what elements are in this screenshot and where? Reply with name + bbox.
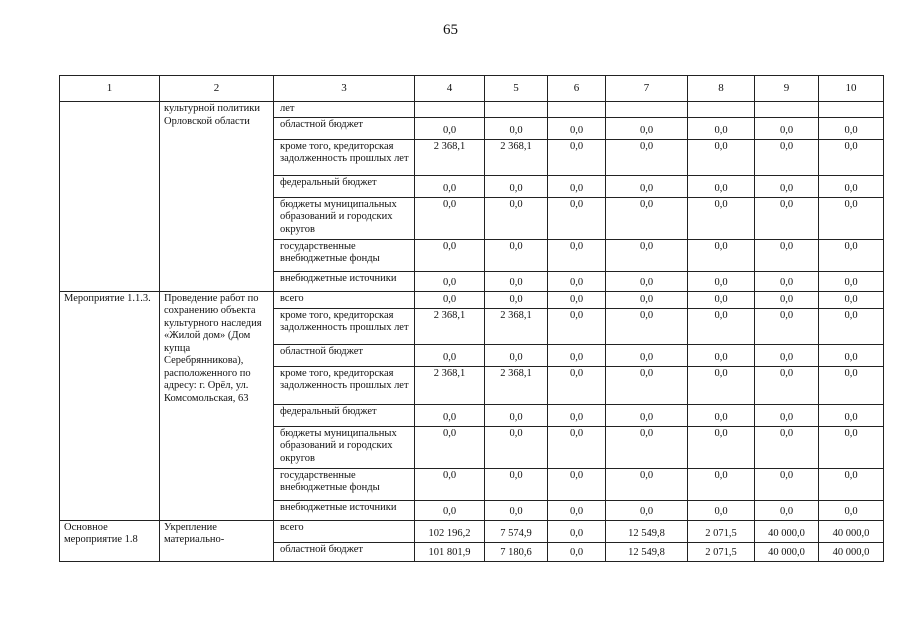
amount-cell: 0,0	[415, 291, 485, 308]
amount-cell	[819, 102, 884, 118]
amount-cell: 0,0	[548, 542, 606, 561]
amount-cell: 40 000,0	[819, 542, 884, 561]
amount-cell: 0,0	[415, 500, 485, 520]
amount-cell: 0,0	[819, 175, 884, 197]
table-row	[60, 102, 884, 118]
amount-cell: 0,0	[548, 308, 606, 344]
amount-cell: 0,0	[548, 500, 606, 520]
funding-source-cell: государственные внебюджетные фонды	[274, 239, 415, 271]
amount-cell: 2 368,1	[485, 139, 548, 175]
amount-cell: 0,0	[415, 197, 485, 239]
budget-table	[59, 75, 884, 562]
amount-cell: 0,0	[415, 175, 485, 197]
amount-cell: 2 368,1	[415, 366, 485, 404]
funding-source-cell: областной бюджет	[274, 344, 415, 366]
amount-cell: 0,0	[548, 520, 606, 542]
amount-cell: 0,0	[755, 197, 819, 239]
amount-cell: 0,0	[819, 426, 884, 468]
amount-cell: 7 180,6	[485, 542, 548, 561]
amount-cell: 0,0	[485, 404, 548, 426]
amount-cell: 0,0	[606, 271, 688, 291]
header-cell: 3	[274, 76, 415, 102]
amount-cell: 0,0	[688, 239, 755, 271]
amount-cell: 0,0	[755, 239, 819, 271]
amount-cell: 2 071,5	[688, 542, 755, 561]
funding-source-cell: областной бюджет	[274, 117, 415, 139]
amount-cell: 0,0	[819, 308, 884, 344]
amount-cell: 0,0	[688, 344, 755, 366]
measure-description-cell: культурной политики Орловской области	[160, 102, 274, 292]
amount-cell: 0,0	[819, 468, 884, 500]
header-cell: 4	[415, 76, 485, 102]
amount-cell: 0,0	[755, 271, 819, 291]
header-cell: 1	[60, 76, 160, 102]
amount-cell: 0,0	[485, 197, 548, 239]
amount-cell: 0,0	[606, 117, 688, 139]
funding-source-cell: кроме того, кредиторская задолженность прошлых лет	[274, 139, 415, 175]
amount-cell: 0,0	[548, 239, 606, 271]
header-cell: 6	[548, 76, 606, 102]
amount-cell: 2 368,1	[485, 366, 548, 404]
funding-source-cell: кроме того, кредиторская задолженность прошлых лет	[274, 308, 415, 344]
amount-cell: 0,0	[548, 404, 606, 426]
amount-cell: 40 000,0	[755, 542, 819, 561]
funding-source-cell: лет	[274, 102, 415, 118]
amount-cell: 102 196,2	[415, 520, 485, 542]
amount-cell	[415, 102, 485, 118]
amount-cell: 0,0	[548, 291, 606, 308]
amount-cell	[755, 102, 819, 118]
funding-source-cell: областной бюджет	[274, 542, 415, 561]
amount-cell: 0,0	[819, 500, 884, 520]
amount-cell: 0,0	[548, 197, 606, 239]
amount-cell: 0,0	[485, 500, 548, 520]
amount-cell: 0,0	[755, 404, 819, 426]
amount-cell: 0,0	[819, 344, 884, 366]
amount-cell: 0,0	[606, 426, 688, 468]
amount-cell: 0,0	[819, 404, 884, 426]
amount-cell: 0,0	[606, 291, 688, 308]
amount-cell: 40 000,0	[755, 520, 819, 542]
amount-cell: 0,0	[415, 271, 485, 291]
amount-cell: 2 368,1	[485, 308, 548, 344]
table-body	[60, 102, 884, 562]
amount-cell: 0,0	[819, 271, 884, 291]
table-row	[60, 291, 884, 308]
amount-cell: 0,0	[606, 175, 688, 197]
amount-cell: 0,0	[755, 344, 819, 366]
amount-cell: 0,0	[485, 291, 548, 308]
amount-cell: 0,0	[415, 117, 485, 139]
amount-cell: 0,0	[755, 366, 819, 404]
amount-cell: 0,0	[688, 117, 755, 139]
amount-cell: 0,0	[548, 366, 606, 404]
amount-cell: 12 549,8	[606, 542, 688, 561]
amount-cell: 0,0	[688, 426, 755, 468]
amount-cell: 0,0	[485, 344, 548, 366]
amount-cell: 0,0	[415, 239, 485, 271]
measure-description-cell: Укрепление материально-	[160, 520, 274, 561]
amount-cell: 0,0	[606, 404, 688, 426]
measure-name-cell: Основное мероприятие 1.8	[60, 520, 160, 561]
amount-cell: 12 549,8	[606, 520, 688, 542]
amount-cell: 0,0	[688, 308, 755, 344]
amount-cell: 0,0	[415, 468, 485, 500]
funding-source-cell: всего	[274, 520, 415, 542]
funding-source-cell: бюджеты муниципальных образований и городских округов	[274, 426, 415, 468]
header-cell: 2	[160, 76, 274, 102]
amount-cell: 0,0	[819, 366, 884, 404]
amount-cell: 0,0	[755, 117, 819, 139]
amount-cell: 0,0	[606, 239, 688, 271]
amount-cell: 0,0	[548, 139, 606, 175]
header-cell: 8	[688, 76, 755, 102]
amount-cell: 0,0	[548, 468, 606, 500]
funding-source-cell: всего	[274, 291, 415, 308]
amount-cell: 0,0	[415, 344, 485, 366]
table-row	[60, 520, 884, 542]
funding-source-cell: федеральный бюджет	[274, 404, 415, 426]
amount-cell: 7 574,9	[485, 520, 548, 542]
amount-cell: 0,0	[606, 197, 688, 239]
funding-source-cell: кроме того, кредиторская задолженность прошлых лет	[274, 366, 415, 404]
amount-cell: 0,0	[688, 271, 755, 291]
header-cell: 5	[485, 76, 548, 102]
amount-cell: 2 368,1	[415, 308, 485, 344]
amount-cell: 0,0	[819, 139, 884, 175]
amount-cell: 101 801,9	[415, 542, 485, 561]
funding-source-cell: государственные внебюджетные фонды	[274, 468, 415, 500]
amount-cell: 0,0	[548, 271, 606, 291]
amount-cell: 0,0	[606, 500, 688, 520]
measure-name-cell	[60, 102, 160, 292]
amount-cell: 0,0	[819, 117, 884, 139]
amount-cell: 0,0	[688, 366, 755, 404]
amount-cell: 0,0	[819, 239, 884, 271]
amount-cell: 0,0	[688, 139, 755, 175]
amount-cell: 0,0	[688, 197, 755, 239]
amount-cell: 0,0	[755, 426, 819, 468]
amount-cell: 0,0	[819, 197, 884, 239]
amount-cell	[548, 102, 606, 118]
funding-source-cell: внебюджетные источники	[274, 271, 415, 291]
amount-cell: 0,0	[688, 500, 755, 520]
amount-cell: 0,0	[415, 404, 485, 426]
amount-cell: 0,0	[485, 468, 548, 500]
page-number: 65	[443, 22, 458, 38]
header-cell: 7	[606, 76, 688, 102]
amount-cell	[688, 102, 755, 118]
amount-cell: 0,0	[485, 175, 548, 197]
header-cell: 9	[755, 76, 819, 102]
amount-cell: 0,0	[688, 468, 755, 500]
measure-name-cell: Мероприятие 1.1.3.	[60, 291, 160, 520]
amount-cell: 40 000,0	[819, 520, 884, 542]
amount-cell: 0,0	[606, 139, 688, 175]
amount-cell: 0,0	[755, 308, 819, 344]
amount-cell: 0,0	[485, 426, 548, 468]
amount-cell: 0,0	[688, 175, 755, 197]
amount-cell: 0,0	[415, 426, 485, 468]
amount-cell: 0,0	[548, 117, 606, 139]
amount-cell: 0,0	[485, 239, 548, 271]
amount-cell: 0,0	[606, 366, 688, 404]
amount-cell: 0,0	[688, 404, 755, 426]
amount-cell: 0,0	[755, 291, 819, 308]
amount-cell: 0,0	[548, 344, 606, 366]
amount-cell: 0,0	[606, 344, 688, 366]
amount-cell: 0,0	[819, 291, 884, 308]
amount-cell: 0,0	[548, 426, 606, 468]
header-cell: 10	[819, 76, 884, 102]
amount-cell	[606, 102, 688, 118]
amount-cell: 0,0	[755, 139, 819, 175]
amount-cell: 0,0	[548, 175, 606, 197]
funding-source-cell: федеральный бюджет	[274, 175, 415, 197]
amount-cell: 2 071,5	[688, 520, 755, 542]
funding-source-cell: бюджеты муниципальных образований и городских округов	[274, 197, 415, 239]
amount-cell: 0,0	[755, 500, 819, 520]
amount-cell	[485, 102, 548, 118]
amount-cell: 0,0	[606, 468, 688, 500]
amount-cell: 0,0	[755, 175, 819, 197]
amount-cell: 2 368,1	[415, 139, 485, 175]
amount-cell: 0,0	[606, 308, 688, 344]
amount-cell: 0,0	[755, 468, 819, 500]
measure-description-cell: Проведение работ по сохранению объекта культурного наследия «Жилой дом» (Дом купца Серебрянникова), расположенного по адресу: г. Орёл, ул. Комсомольская, 63	[160, 291, 274, 520]
funding-source-cell: внебюджетные источники	[274, 500, 415, 520]
amount-cell: 0,0	[485, 271, 548, 291]
header-row	[60, 76, 884, 102]
amount-cell: 0,0	[688, 291, 755, 308]
amount-cell: 0,0	[485, 117, 548, 139]
